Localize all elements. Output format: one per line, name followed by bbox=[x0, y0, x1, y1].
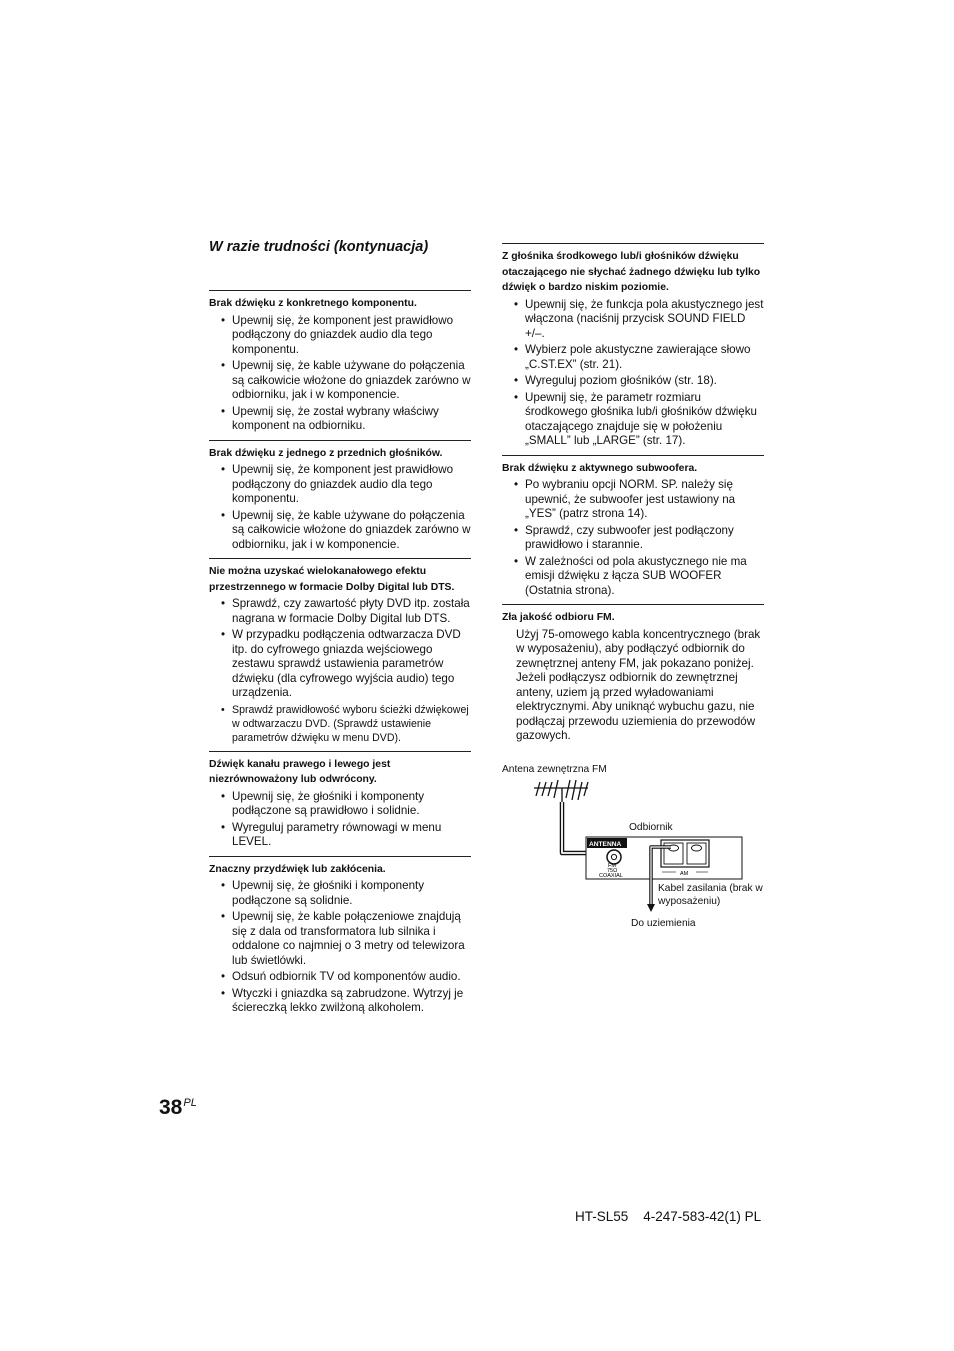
list-item: • Odsuń odbiornik TV od komponentów audio. bbox=[209, 970, 471, 985]
section-no-sound-center-surround bbox=[502, 243, 764, 449]
section-no-sound-front-speaker bbox=[209, 440, 471, 553]
cable-label: Kabel zasilania (brak w wyposażeniu) bbox=[658, 883, 763, 907]
fm-coaxial-jack bbox=[607, 850, 621, 864]
section-poor-fm-reception bbox=[502, 604, 764, 744]
antenna-icon bbox=[534, 780, 588, 802]
antenna-label: Antena zewnętrzna FM bbox=[502, 764, 607, 775]
section-title: Znaczny przydźwięk lub zakłócenia. bbox=[209, 863, 386, 875]
list-item: • Wybierz pole akustyczne zawierające słowo „C.ST.EX” (str. 21). bbox=[502, 343, 764, 372]
paragraph: Użyj 75-omowego kabla koncentrycznego (brak w wyposażeniu), aby podłączyć odbiornik do zewnętrznej anteny FM, jak pokazano poniżej. Jeżeli podłączysz odbiornik do zewnętrznej anteny, uziem ją przed wyładowaniami elektrycznymi. Aby uniknąć wybuchu gazu, nie podłączaj przewodu uziemienia do przewodów gazowych. bbox=[516, 627, 761, 742]
ground-label: Do uziemienia bbox=[631, 918, 696, 929]
list-item: • Sprawdź prawidłowość wyboru ścieżki dźwiękowej w odtwarzaczu DVD. (Sprawdź ustawienie parametrów dźwięku w menu DVD). bbox=[209, 703, 471, 745]
footer-model-code: HT-SL55 4-247-583-42(1) PL bbox=[575, 1209, 762, 1224]
section-no-multichannel bbox=[209, 558, 471, 745]
section-title: Zła jakość odbioru FM. bbox=[502, 612, 615, 623]
list-item: • Upewnij się, że kable używane do połączenia są całkowicie włożone do gniazdek zarówno w odbiorniku, jak i w komponencie. bbox=[209, 509, 471, 553]
receiver-panel bbox=[586, 837, 742, 879]
list-item: • Upewnij się, że funkcja pola akustycznego jest włączona (naciśnij przycisk SOUND FIELD +/–. bbox=[502, 298, 764, 342]
list-item: • Upewnij się, że głośniki i komponenty podłączone są solidnie. bbox=[209, 879, 471, 908]
section-hum-noise bbox=[209, 856, 471, 1016]
page-heading: W razie trudności (kontynuacja) bbox=[209, 239, 429, 255]
section-title: Brak dźwięku z jednego z przednich głośników. bbox=[209, 447, 443, 459]
connection-diagram bbox=[500, 760, 770, 940]
list-item: • Upewnij się, że kable używane do połączenia są całkowicie włożone do gniazdek zarówno w odbiorniku, jak i w komponencie. bbox=[209, 359, 471, 403]
section-title: Z głośnika środkowego lub/i głośników dźwięku otaczającego nie słychać żadnego dźwięku lub tylko dźwięk o bardzo niskim poziomie. bbox=[502, 251, 761, 293]
section-title: Brak dźwięku z aktywnego subwoofera. bbox=[502, 462, 698, 474]
section-no-sound-subwoofer bbox=[502, 455, 764, 599]
list-item: • Upewnij się, że został wybrany właściwy komponent na odbiorniku. bbox=[209, 405, 471, 434]
coaxial-label: COAXIAL bbox=[599, 873, 623, 879]
page-language-suffix: PL bbox=[183, 1097, 197, 1109]
page-number: $38^{PL}$ bbox=[159, 1096, 197, 1119]
ohm-label: 75Ω bbox=[607, 868, 618, 874]
list-item: • Upewnij się, że komponent jest prawidłowo podłączony do gniazdek audio dla tego komponentu. bbox=[209, 463, 471, 507]
am-label: AM bbox=[680, 871, 689, 877]
list-item: • Upewnij się, że głośniki i komponenty podłączone są prawidłowo i solidnie. bbox=[209, 790, 471, 819]
arrow-down-icon bbox=[647, 904, 655, 912]
panel-label: ANTENNA bbox=[589, 841, 622, 848]
list-item: • Wtyczki i gniazdka są zabrudzone. Wytrzyj je ściereczką lekko zwilżoną alkoholem. bbox=[209, 987, 471, 1016]
list-item: • Upewnij się, że parametr rozmiaru środkowego głośnika lub/i głośników dźwięku otaczającego znajduje się w położeniu „SMALL” lub „LARGE” (str. 17). bbox=[502, 391, 764, 449]
section-title: Brak dźwięku z konkretnego komponentu. bbox=[209, 298, 417, 309]
list-item: • Wyreguluj poziom głośników (str. 18). bbox=[502, 374, 764, 389]
section-channel-balance bbox=[209, 751, 471, 850]
section-no-sound-component bbox=[209, 290, 471, 434]
list-item: • W przypadku podłączenia odtwarzacza DVD itp. do cyfrowego gniazda wejściowego zestawu sprawdź ustawienia parametrów dźwięku (dla cyfrowego wyjścia audio) tego urządzenia. bbox=[209, 628, 471, 701]
right-column bbox=[502, 243, 764, 750]
list-item: • Sprawdź, czy zawartość płyty DVD itp. została nagrana w formacie Dolby Digital lub DTS. bbox=[209, 597, 471, 626]
list-item: • Sprawdź, czy subwoofer jest podłączony prawidłowo i starannie. bbox=[502, 524, 764, 553]
section-title: Dźwięk kanału prawego i lewego jest niezrównoważony lub odwrócony. bbox=[209, 758, 391, 785]
list-item: • Upewnij się, że komponent jest prawidłowo podłączony do gniazdek audio dla tego komponentu. bbox=[209, 314, 471, 358]
receiver-label: Odbiornik bbox=[629, 822, 673, 833]
list-item: • Wyreguluj parametry równowagi w menu LEVEL. bbox=[209, 821, 471, 850]
list-item: • Upewnij się, że kable połączeniowe znajdują się z dala od transformatora lub silnika i oddalone co najmniej o 3 metry od telewizora lub świetlówki. bbox=[209, 910, 471, 968]
fm-antenna-diagram bbox=[500, 760, 770, 940]
fm-label: FM bbox=[608, 863, 616, 869]
section-title: Nie można uzyskać wielokanałowego efektu przestrzennego w formacie Dolby Digital lub DTS. bbox=[209, 566, 455, 593]
list-item: • W zależności od pola akustycznego nie ma emisji dźwięku z łącza SUB WOOFER (Ostatnia strona). bbox=[502, 555, 764, 599]
left-column bbox=[209, 290, 471, 1022]
list-item: • Po wybraniu opcji NORM. SP. należy się upewnić, że subwoofer jest ustawiony na „YES” (patrz strona 14). bbox=[502, 478, 764, 522]
